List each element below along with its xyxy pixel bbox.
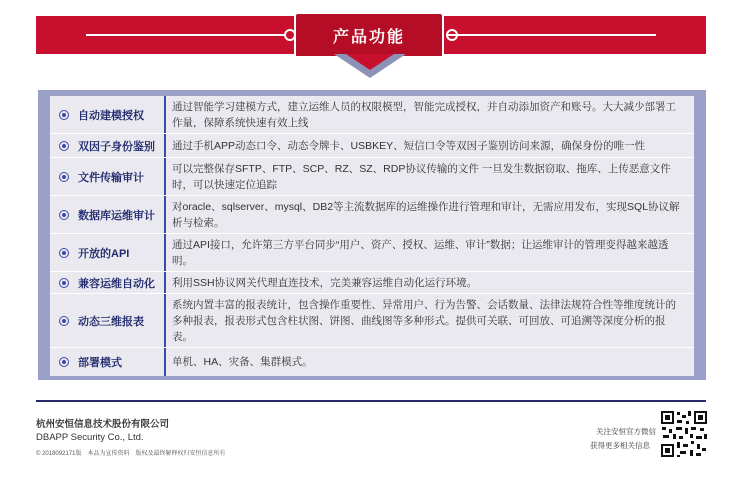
feature-name: 文件传输审计 (78, 171, 144, 184)
feature-cell (50, 158, 163, 195)
bullet-icon (59, 357, 69, 367)
feature-name: 数据库运维审计 (78, 209, 155, 222)
feature-desc: 通过API接口，允许第三方平台同步“用户、资产、授权、运维、审计”数据；让运维审计的管理变得越来越透明。 (172, 238, 669, 267)
column-divider (164, 272, 166, 293)
column-divider (164, 196, 166, 233)
column-divider (164, 96, 166, 133)
table-row (50, 134, 694, 158)
feature-table (50, 96, 694, 376)
header-tab (294, 12, 444, 56)
column-divider (164, 158, 166, 195)
feature-desc: 单机、HA、灾备、集群模式。 (172, 356, 313, 368)
company-name-en: DBAPP Security Co., Ltd. (36, 432, 144, 443)
feature-desc: 通过手机APP动态口令、动态令牌卡、USBKEY、短信口令等双因子鉴别访问来源，确保身份的唯一性 (172, 139, 646, 152)
feature-name: 部署模式 (78, 357, 122, 369)
legal-notice: © 2018092171版 本品为宣传资料 版权及最终解释权归安恒信息所有 (36, 451, 226, 457)
feature-cell (50, 196, 163, 233)
feature-desc: 系统内置丰富的报表统计，包含操作重要性、异常用户、行为告警、会话数量、法律法规符合性等维度统计的多种报表，报表形式包含柱状图、饼图、曲线图等多种形式。提供可关联、可回放、可追溯等深度分析的报表。 (172, 298, 676, 343)
column-divider (164, 348, 166, 376)
table-row (50, 294, 694, 348)
feature-desc: 对oracle、sqlserver、mysql、DB2等主流数据库的运维操作进行管理和审计，无需应用发布，实现SQL协议解析与检索。 (172, 200, 680, 229)
header-line-right (446, 34, 656, 36)
feature-name: 双因子身份鉴别 (78, 140, 155, 153)
column-divider (164, 294, 166, 347)
feature-name: 自动建模授权 (78, 109, 144, 122)
bullet-icon (59, 172, 69, 182)
feature-desc: 可以完整保存SFTP、FTP、SCP、RZ、SZ、RDP协议传输的文件 一旦发生数据窃取、拖库、上传恶意文件时，可以快速定位追踪 (172, 162, 671, 191)
feature-name: 兼容运维自动化 (78, 277, 155, 290)
table-row (50, 96, 694, 134)
follow-text-line1: 关注安恒官方微信 (596, 427, 656, 436)
column-divider (164, 134, 166, 157)
follow-text-line2: 获得更多相关信息 (590, 441, 650, 450)
table-row (50, 196, 694, 234)
feature-cell (50, 348, 163, 376)
section-title: 产品功能 (332, 29, 405, 46)
table-row (50, 348, 694, 376)
company-name-cn: 杭州安恒信息技术股份有限公司 (36, 419, 170, 430)
feature-cell (50, 234, 163, 271)
feature-cell (50, 134, 163, 157)
qr-code-icon[interactable] (660, 410, 708, 458)
bullet-icon (59, 210, 69, 220)
bullet-icon (59, 248, 69, 258)
footer-rule (36, 400, 706, 402)
bullet-icon (59, 316, 69, 326)
feature-desc: 利用SSH协议网关代理直连技术，完美兼容运维自动化运行环境。 (172, 276, 478, 289)
feature-cell (50, 96, 163, 133)
feature-name: 动态三维报表 (78, 315, 144, 328)
bullet-icon (59, 141, 69, 151)
table-row (50, 272, 694, 294)
column-divider (164, 234, 166, 271)
bullet-icon (59, 278, 69, 288)
table-row (50, 234, 694, 272)
feature-name: 开放的API (78, 247, 130, 260)
bullet-icon (59, 110, 69, 120)
feature-cell (50, 272, 163, 293)
feature-desc: 通过智能学习建模方式，建立运维人员的权限模型，智能完成授权，并自动添加资产和账号。大大减少部署工作量，保障系统快速有效上线 (172, 100, 676, 129)
feature-cell (50, 294, 163, 347)
chevron-inner-icon (346, 54, 394, 70)
table-row (50, 158, 694, 196)
